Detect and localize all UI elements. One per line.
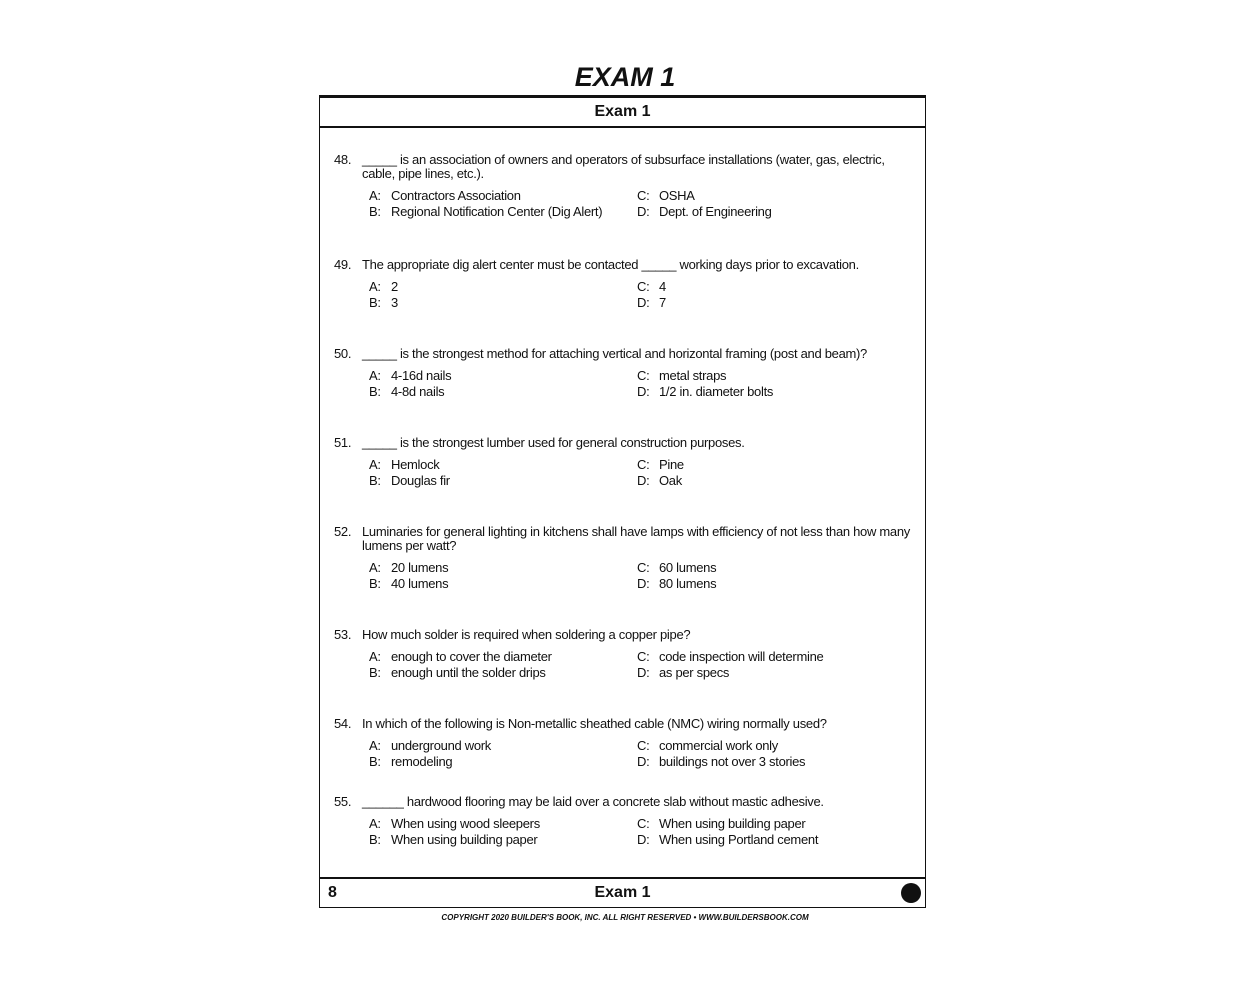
option-letter: D: xyxy=(637,384,650,399)
answer-option xyxy=(637,458,877,472)
option-letter: C: xyxy=(637,738,650,753)
answer-options xyxy=(369,739,914,769)
option-text: When using Portland cement xyxy=(659,832,819,847)
option-text: When using building paper xyxy=(391,832,538,847)
question-text: _____ is the strongest lumber used for general construction purposes. xyxy=(362,435,745,450)
option-letter: B: xyxy=(369,384,381,399)
option-text: 4 xyxy=(659,279,666,294)
option-text: underground work xyxy=(391,738,491,753)
answer-option xyxy=(369,205,637,219)
option-text: 40 lumens xyxy=(391,576,449,591)
option-letter: D: xyxy=(637,754,650,769)
question-text: _____ is an association of owners and operators of subsurface installations (water, gas, electric, cable, pipe lines, etc.). xyxy=(362,152,885,181)
answer-options xyxy=(369,650,914,680)
answer-option xyxy=(637,561,877,575)
question-text: In which of the following is Non-metallic sheathed cable (NMC) wiring normally used? xyxy=(362,716,827,731)
answer-option xyxy=(637,577,877,591)
answer-option xyxy=(369,833,637,847)
answer-options xyxy=(369,189,914,219)
answer-option xyxy=(637,666,877,680)
question-55 xyxy=(334,795,914,847)
answer-option xyxy=(369,666,637,680)
answer-option xyxy=(637,739,877,753)
answer-option xyxy=(637,205,877,219)
option-text: Hemlock xyxy=(391,457,440,472)
answer-option xyxy=(369,385,637,399)
question-54 xyxy=(334,717,914,769)
option-text: When using building paper xyxy=(659,816,806,831)
option-text: 7 xyxy=(659,295,666,310)
answer-option xyxy=(637,280,877,294)
question-51 xyxy=(334,436,914,488)
option-text: 3 xyxy=(391,295,398,310)
option-letter: B: xyxy=(369,576,381,591)
answer-options xyxy=(369,369,914,399)
option-text: buildings not over 3 stories xyxy=(659,754,806,769)
answer-option xyxy=(637,650,877,664)
answer-option xyxy=(637,474,877,488)
answer-options xyxy=(369,458,914,488)
option-letter: D: xyxy=(637,473,650,488)
option-letter: A: xyxy=(369,457,381,472)
option-letter: B: xyxy=(369,473,381,488)
option-letter: A: xyxy=(369,188,381,203)
option-letter: C: xyxy=(637,649,650,664)
answer-option xyxy=(369,561,637,575)
question-text: The appropriate dig alert center must be contacted _____ working days prior to excavation. xyxy=(362,257,859,272)
question-number: 50. xyxy=(334,346,352,361)
question-52 xyxy=(334,525,914,591)
answer-option xyxy=(369,474,637,488)
option-text: When using wood sleepers xyxy=(391,816,540,831)
option-letter: A: xyxy=(369,816,381,831)
answer-option xyxy=(369,280,637,294)
option-text: metal straps xyxy=(659,368,727,383)
option-letter: C: xyxy=(637,560,650,575)
answer-option xyxy=(369,817,637,831)
page-title: EXAM 1 xyxy=(574,62,676,92)
question-50 xyxy=(334,347,914,399)
answer-option xyxy=(369,755,637,769)
exam-box xyxy=(319,95,926,908)
option-letter: C: xyxy=(637,188,650,203)
answer-option xyxy=(637,369,877,383)
question-number: 48. xyxy=(334,152,352,167)
option-letter: D: xyxy=(637,295,650,310)
option-text: code inspection will determine xyxy=(659,649,824,664)
section-header: Exam 1 xyxy=(320,98,925,128)
option-text: OSHA xyxy=(659,188,695,203)
option-letter: B: xyxy=(369,665,381,680)
answer-options xyxy=(369,561,914,591)
option-text: commercial work only xyxy=(659,738,778,753)
question-text: How much solder is required when soldering a copper pipe? xyxy=(362,627,691,642)
option-text: Pine xyxy=(659,457,684,472)
page-footer xyxy=(320,877,925,907)
answer-option xyxy=(637,755,877,769)
option-letter: A: xyxy=(369,560,381,575)
option-text: Douglas fir xyxy=(391,473,450,488)
question-number: 52. xyxy=(334,524,352,539)
question-49 xyxy=(334,258,914,310)
option-text: 20 lumens xyxy=(391,560,449,575)
option-text: Contractors Association xyxy=(391,188,521,203)
question-53 xyxy=(334,628,914,680)
option-text: Regional Notification Center (Dig Alert) xyxy=(391,204,603,219)
question-number: 55. xyxy=(334,794,352,809)
option-text: as per specs xyxy=(659,665,730,680)
option-letter: C: xyxy=(637,816,650,831)
answer-option xyxy=(369,739,637,753)
answer-option xyxy=(369,296,637,310)
option-letter: A: xyxy=(369,368,381,383)
answer-option xyxy=(637,189,877,203)
copyright: COPYRIGHT 2020 BUILDER'S BOOK, INC. ALL RIGHT RESERVED • WWW.BUILDERSBOOK.COM xyxy=(441,913,809,922)
question-number: 53. xyxy=(334,627,352,642)
answer-option xyxy=(369,458,637,472)
option-text: 4-16d nails xyxy=(391,368,452,383)
question-number: 49. xyxy=(334,257,352,272)
option-letter: C: xyxy=(637,279,650,294)
answer-options xyxy=(369,280,914,310)
option-letter: B: xyxy=(369,754,381,769)
option-letter: A: xyxy=(369,279,381,294)
option-letter: A: xyxy=(369,738,381,753)
option-text: Dept. of Engineering xyxy=(659,204,772,219)
footer-title: Exam 1 xyxy=(594,884,651,901)
question-text: Luminaries for general lighting in kitchens shall have lamps with efficiency of not less than how many lumens per watt? xyxy=(362,524,910,553)
option-letter: C: xyxy=(637,368,650,383)
question-text: _____ is the strongest method for attaching vertical and horizontal framing (post and beam)? xyxy=(362,346,867,361)
option-letter: B: xyxy=(369,295,381,310)
question-number: 54. xyxy=(334,716,352,731)
answer-option xyxy=(637,385,877,399)
option-letter: D: xyxy=(637,832,650,847)
answer-option xyxy=(369,577,637,591)
option-letter: D: xyxy=(637,204,650,219)
option-letter: C: xyxy=(637,457,650,472)
page-number: 8 xyxy=(328,884,337,901)
option-text: 60 lumens xyxy=(659,560,717,575)
option-text: enough to cover the diameter xyxy=(391,649,552,664)
option-letter: B: xyxy=(369,204,381,219)
answer-option xyxy=(637,296,877,310)
question-number: 51. xyxy=(334,435,352,450)
option-letter: A: xyxy=(369,649,381,664)
option-letter: D: xyxy=(637,665,650,680)
answer-option xyxy=(369,369,637,383)
option-text: 80 lumens xyxy=(659,576,717,591)
answer-option xyxy=(637,817,877,831)
answer-options xyxy=(369,817,914,847)
option-text: 1/2 in. diameter bolts xyxy=(659,384,774,399)
answer-option xyxy=(637,833,877,847)
option-text: 2 xyxy=(391,279,398,294)
question-text: ______ hardwood flooring may be laid over a concrete slab without mastic adhesive. xyxy=(362,794,824,809)
answer-option xyxy=(369,650,637,664)
option-text: remodeling xyxy=(391,754,453,769)
answer-option xyxy=(369,189,637,203)
option-text: Oak xyxy=(659,473,682,488)
builders-book-logo-icon xyxy=(901,883,921,903)
option-text: enough until the solder drips xyxy=(391,665,546,680)
option-letter: B: xyxy=(369,832,381,847)
option-text: 4-8d nails xyxy=(391,384,445,399)
option-letter: D: xyxy=(637,576,650,591)
question-48 xyxy=(334,153,914,219)
